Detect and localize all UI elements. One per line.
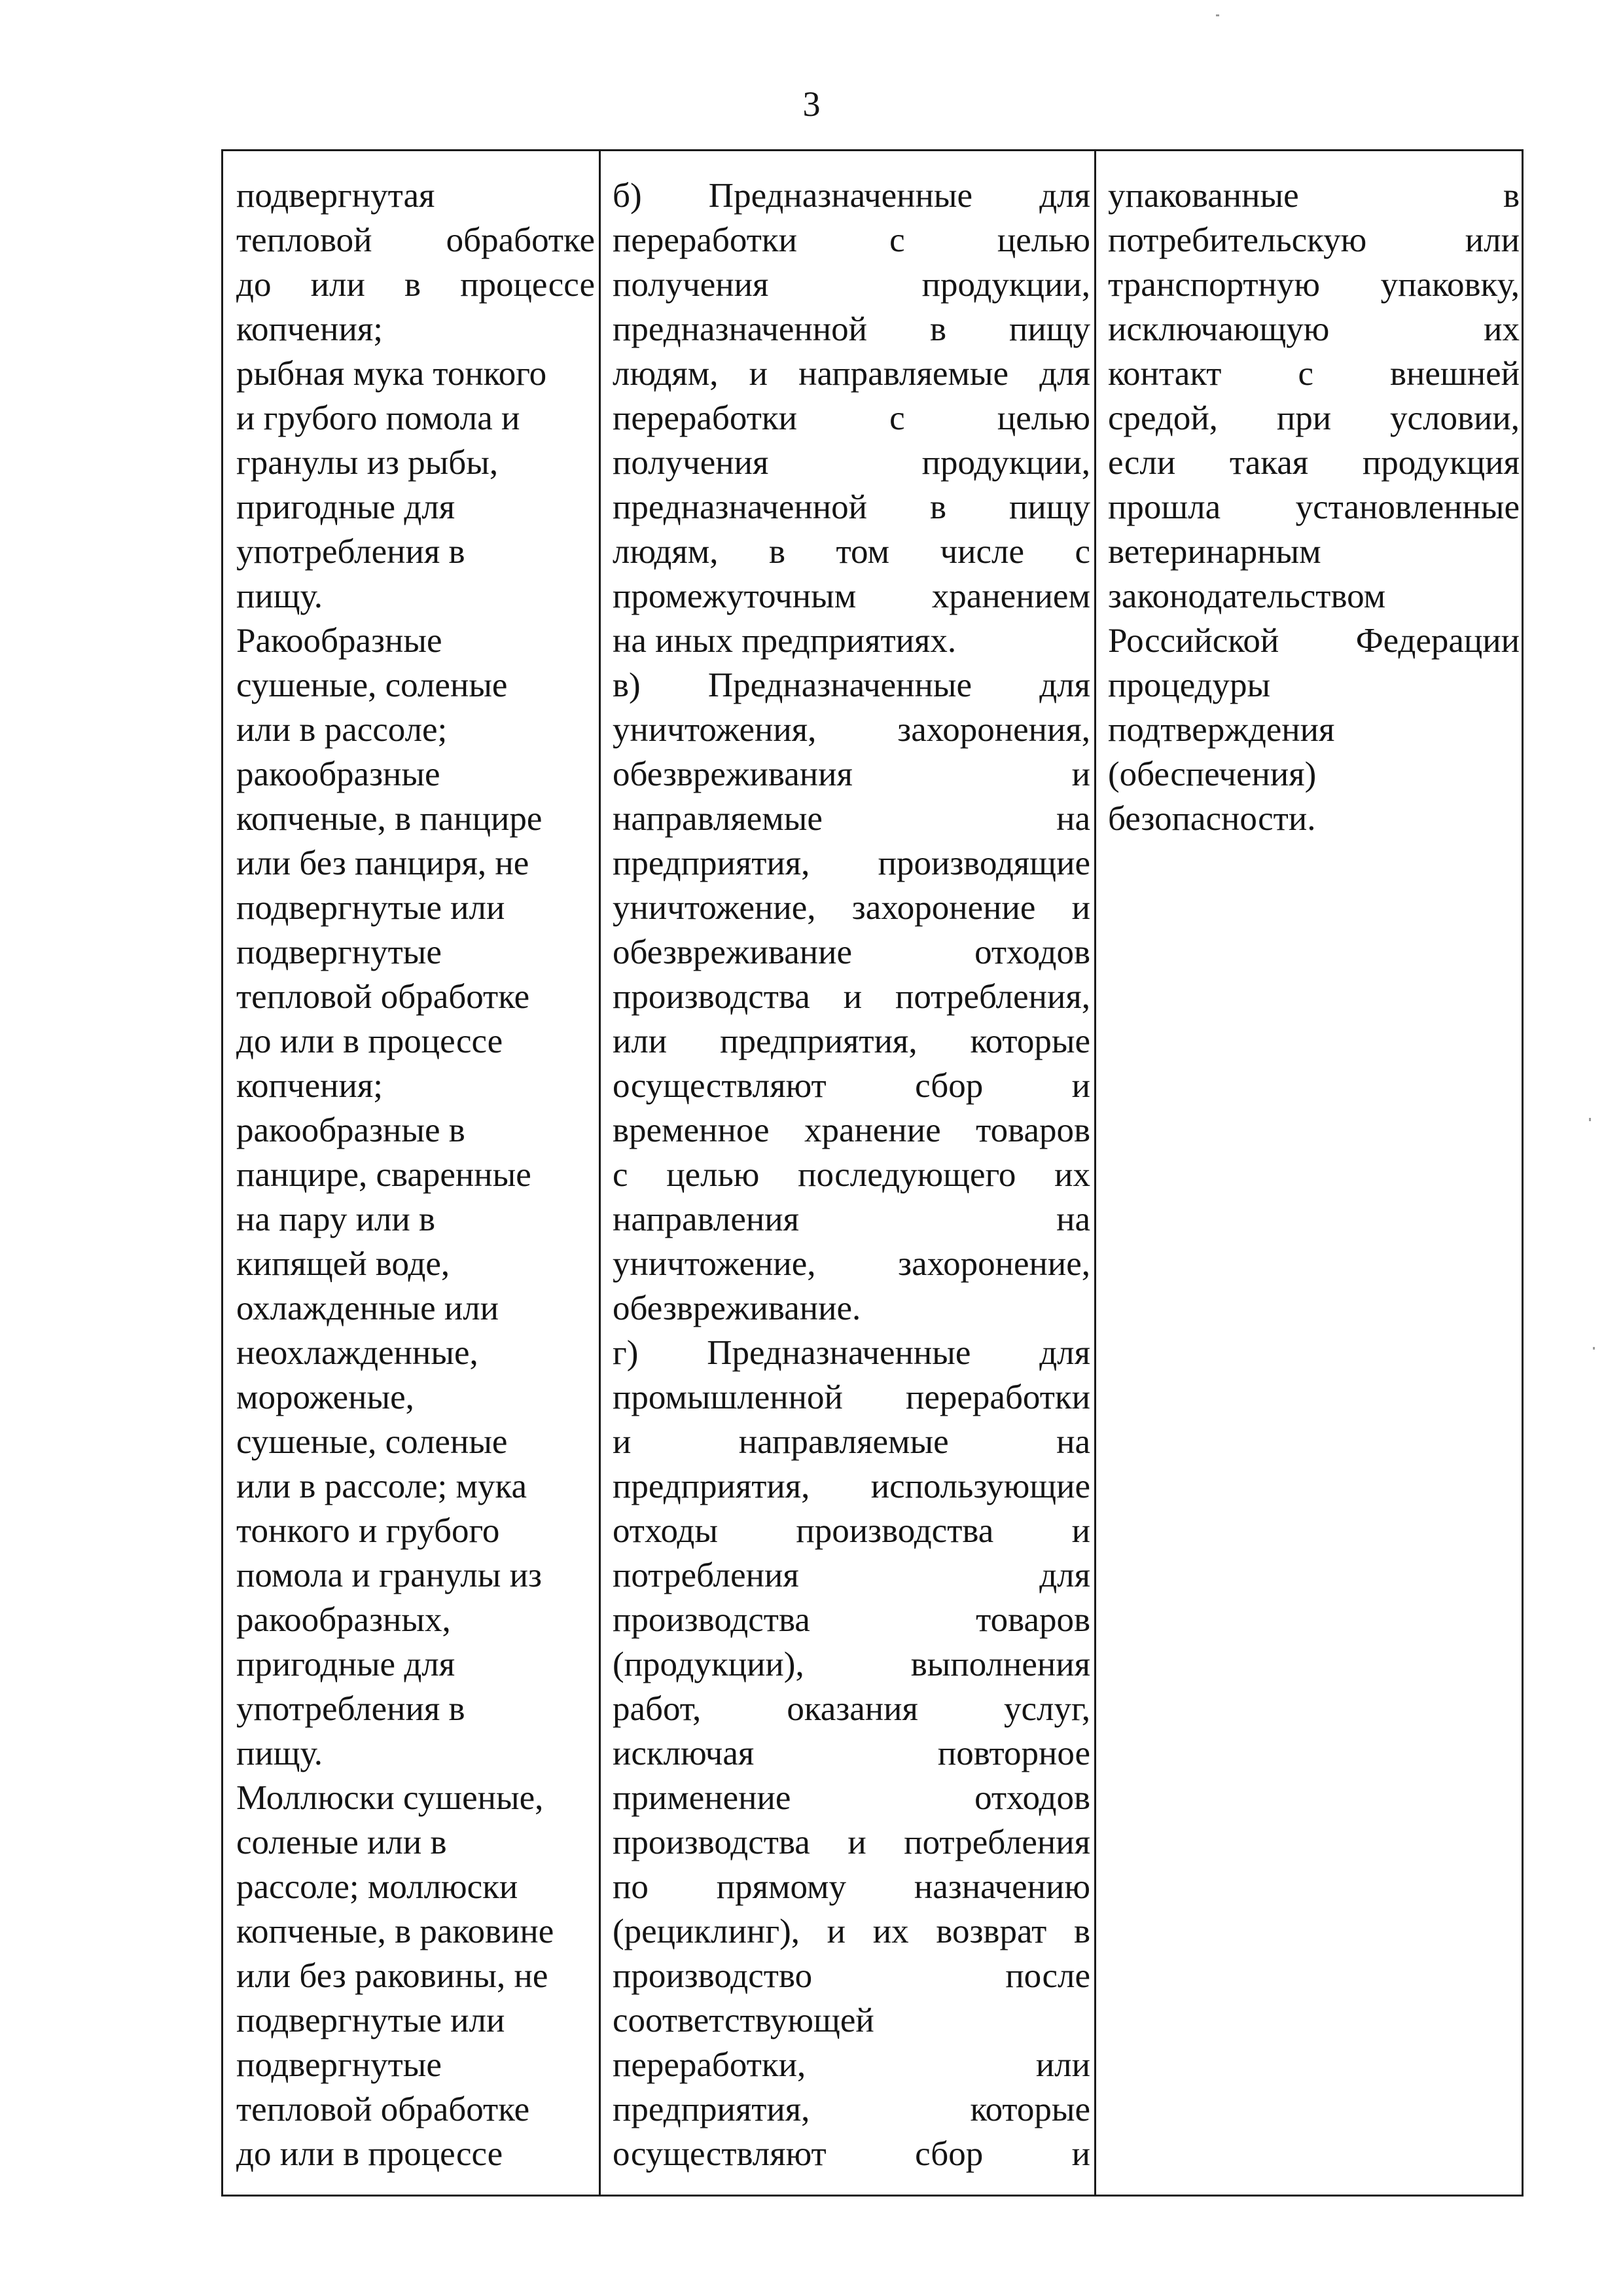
text-line: уничтожение, захоронение и <box>613 889 1090 927</box>
text-line: обезвреживание отходов <box>613 933 1090 971</box>
text-line: охлажденные или <box>236 1289 499 1327</box>
text-line: предназначенной в пищу <box>613 310 1090 348</box>
text-line: уничтожения, захоронения, <box>613 711 1090 749</box>
text-line: контакт с внешней <box>1108 355 1520 393</box>
text-line: применение отходов <box>613 1779 1090 1817</box>
text-line: уничтожение, захоронение, <box>613 1245 1090 1283</box>
text-line: Ракообразные <box>236 622 442 660</box>
text-line: если такая продукция <box>1108 444 1520 482</box>
document-table <box>221 149 1524 2197</box>
text-line: или без панциря, не <box>236 844 529 882</box>
text-line: работ, оказания услуг, <box>613 1690 1090 1728</box>
text-line: средой, при условии, <box>1108 399 1520 437</box>
text-line: переработки с целью <box>613 399 1090 437</box>
text-line: потребления для <box>613 1556 1090 1594</box>
text-line: промежуточным хранением <box>613 577 1090 615</box>
text-line: мороженые, <box>236 1378 414 1416</box>
text-line: предназначенной в пищу <box>613 488 1090 526</box>
table-column-1 <box>223 151 601 2195</box>
text-line: соленые или в <box>236 1823 447 1861</box>
text-line: производство после <box>613 1957 1090 1995</box>
text-line: получения продукции, <box>613 266 1090 304</box>
text-line: подвергнутые или <box>236 889 505 927</box>
text-line: исключающую их <box>1108 310 1520 348</box>
text-line: соответствующей <box>613 2001 874 2039</box>
text-line: панцире, сваренные <box>236 1156 531 1194</box>
text-line: пригодные для <box>236 1645 455 1683</box>
text-line: прошла установленные <box>1108 488 1520 526</box>
text-line: пригодные для <box>236 488 455 526</box>
text-line: транспортную упаковку, <box>1108 266 1520 304</box>
text-line: тонкого и грубого <box>236 1512 500 1550</box>
text-line: отходы производства и <box>613 1512 1090 1550</box>
text-line: производства и потребления, <box>613 978 1090 1016</box>
text-line: сушеные, соленые <box>236 666 508 704</box>
text-line: людям, в том числе с <box>613 533 1090 571</box>
text-line: исключая повторное <box>613 1734 1090 1772</box>
text-line: предприятия, которые <box>613 2090 1090 2128</box>
text-line: сушеные, соленые <box>236 1423 508 1461</box>
text-line: рыбная мука тонкого <box>236 355 547 393</box>
text-line: и направляемые на <box>613 1423 1090 1461</box>
text-line: тепловой обработке <box>236 221 595 259</box>
text-line: или в рассоле; <box>236 711 448 749</box>
text-line: обезвреживания и <box>613 755 1090 793</box>
text-line: законодательством <box>1108 577 1386 615</box>
text-line: (рециклинг), и их возврат в <box>613 1912 1090 1950</box>
text-line: кипящей воде, <box>236 1245 450 1283</box>
text-line: с целью последующего их <box>613 1156 1090 1194</box>
text-line: употребления в <box>236 533 465 571</box>
text-line: по прямому назначению <box>613 1868 1090 1906</box>
text-line: подвергнутые <box>236 2046 442 2084</box>
text-line: Российской Федерации <box>1108 622 1520 660</box>
table-column-2 <box>601 151 1096 2195</box>
text-line: копченые, в панцире <box>236 800 543 838</box>
text-line: в) Предназначенные для <box>613 666 1090 704</box>
text-line: ракообразных, <box>236 1601 451 1639</box>
text-line: тепловой обработке <box>236 978 530 1016</box>
text-line: пищу. <box>236 577 323 615</box>
text-line: ракообразные <box>236 755 440 793</box>
text-line: получения продукции, <box>613 444 1090 482</box>
text-line: временное хранение товаров <box>613 1111 1090 1149</box>
text-line: направляемые на <box>613 800 1090 838</box>
text-line: ветеринарным <box>1108 533 1321 571</box>
scan-mark-bottom <box>1593 1347 1595 1350</box>
text-line: или без раковины, не <box>236 1957 548 1995</box>
text-line: подтверждения <box>1108 711 1335 749</box>
text-line: (продукции), выполнения <box>613 1645 1090 1683</box>
text-line: копчения; <box>236 310 383 348</box>
text-line: осуществляют сбор и <box>613 1067 1090 1105</box>
text-line: процедуры <box>1108 666 1271 704</box>
text-line: Моллюски сушеные, <box>236 1779 544 1817</box>
column-2-text <box>613 173 1090 2176</box>
text-line: гранулы из рыбы, <box>236 444 499 482</box>
text-line: безопасности. <box>1108 800 1316 838</box>
text-line: переработки, или <box>613 2046 1090 2084</box>
text-line: тепловой обработке <box>236 2090 530 2128</box>
text-line: людям, и направляемые для <box>613 355 1090 393</box>
scan-mark-side <box>1589 1118 1591 1121</box>
text-line: употребления в <box>236 1690 465 1728</box>
text-line: или в рассоле; мука <box>236 1467 527 1505</box>
text-line: рассоле; моллюски <box>236 1868 518 1906</box>
text-line: на пару или в <box>236 1200 436 1238</box>
table-column-3 <box>1096 151 1524 2195</box>
text-line: (обеспечения) <box>1108 755 1317 793</box>
text-line: и грубого помола и <box>236 399 520 437</box>
text-line: б) Предназначенные для <box>613 177 1090 215</box>
text-line: подвергнутые или <box>236 2001 505 2039</box>
text-line: копченые, в раковине <box>236 1912 554 1950</box>
text-line: потребительскую или <box>1108 221 1520 259</box>
text-line: копчения; <box>236 1067 383 1105</box>
text-line: переработки с целью <box>613 221 1090 259</box>
text-line: до или в процессе <box>236 2135 503 2173</box>
text-line: производства товаров <box>613 1601 1090 1639</box>
text-line: упакованные в <box>1108 177 1520 215</box>
text-line: или предприятия, которые <box>613 1022 1090 1060</box>
scan-mark-top <box>1216 14 1219 16</box>
text-line: производства и потребления <box>613 1823 1090 1861</box>
text-line: промышленной переработки <box>613 1378 1090 1416</box>
text-line: на иных предприятиях. <box>613 622 957 660</box>
text-line: предприятия, использующие <box>613 1467 1090 1505</box>
text-line: г) Предназначенные для <box>613 1334 1090 1372</box>
text-line: подвергнутые <box>236 933 442 971</box>
text-line: подвергнутая <box>236 177 435 215</box>
text-line: ракообразные в <box>236 1111 465 1149</box>
text-line: направления на <box>613 1200 1090 1238</box>
text-line: помола и гранулы из <box>236 1556 542 1594</box>
text-line: до или в процессе <box>236 266 595 304</box>
text-line: до или в процессе <box>236 1022 503 1060</box>
text-line: пищу. <box>236 1734 323 1772</box>
text-line: осуществляют сбор и <box>613 2135 1090 2173</box>
text-line: предприятия, производящие <box>613 844 1090 882</box>
page-number: 3 <box>802 84 821 124</box>
column-3-text <box>1108 173 1520 841</box>
column-1-text <box>236 173 595 2176</box>
text-line: обезвреживание. <box>613 1289 861 1327</box>
text-line: неохлажденные, <box>236 1334 478 1372</box>
